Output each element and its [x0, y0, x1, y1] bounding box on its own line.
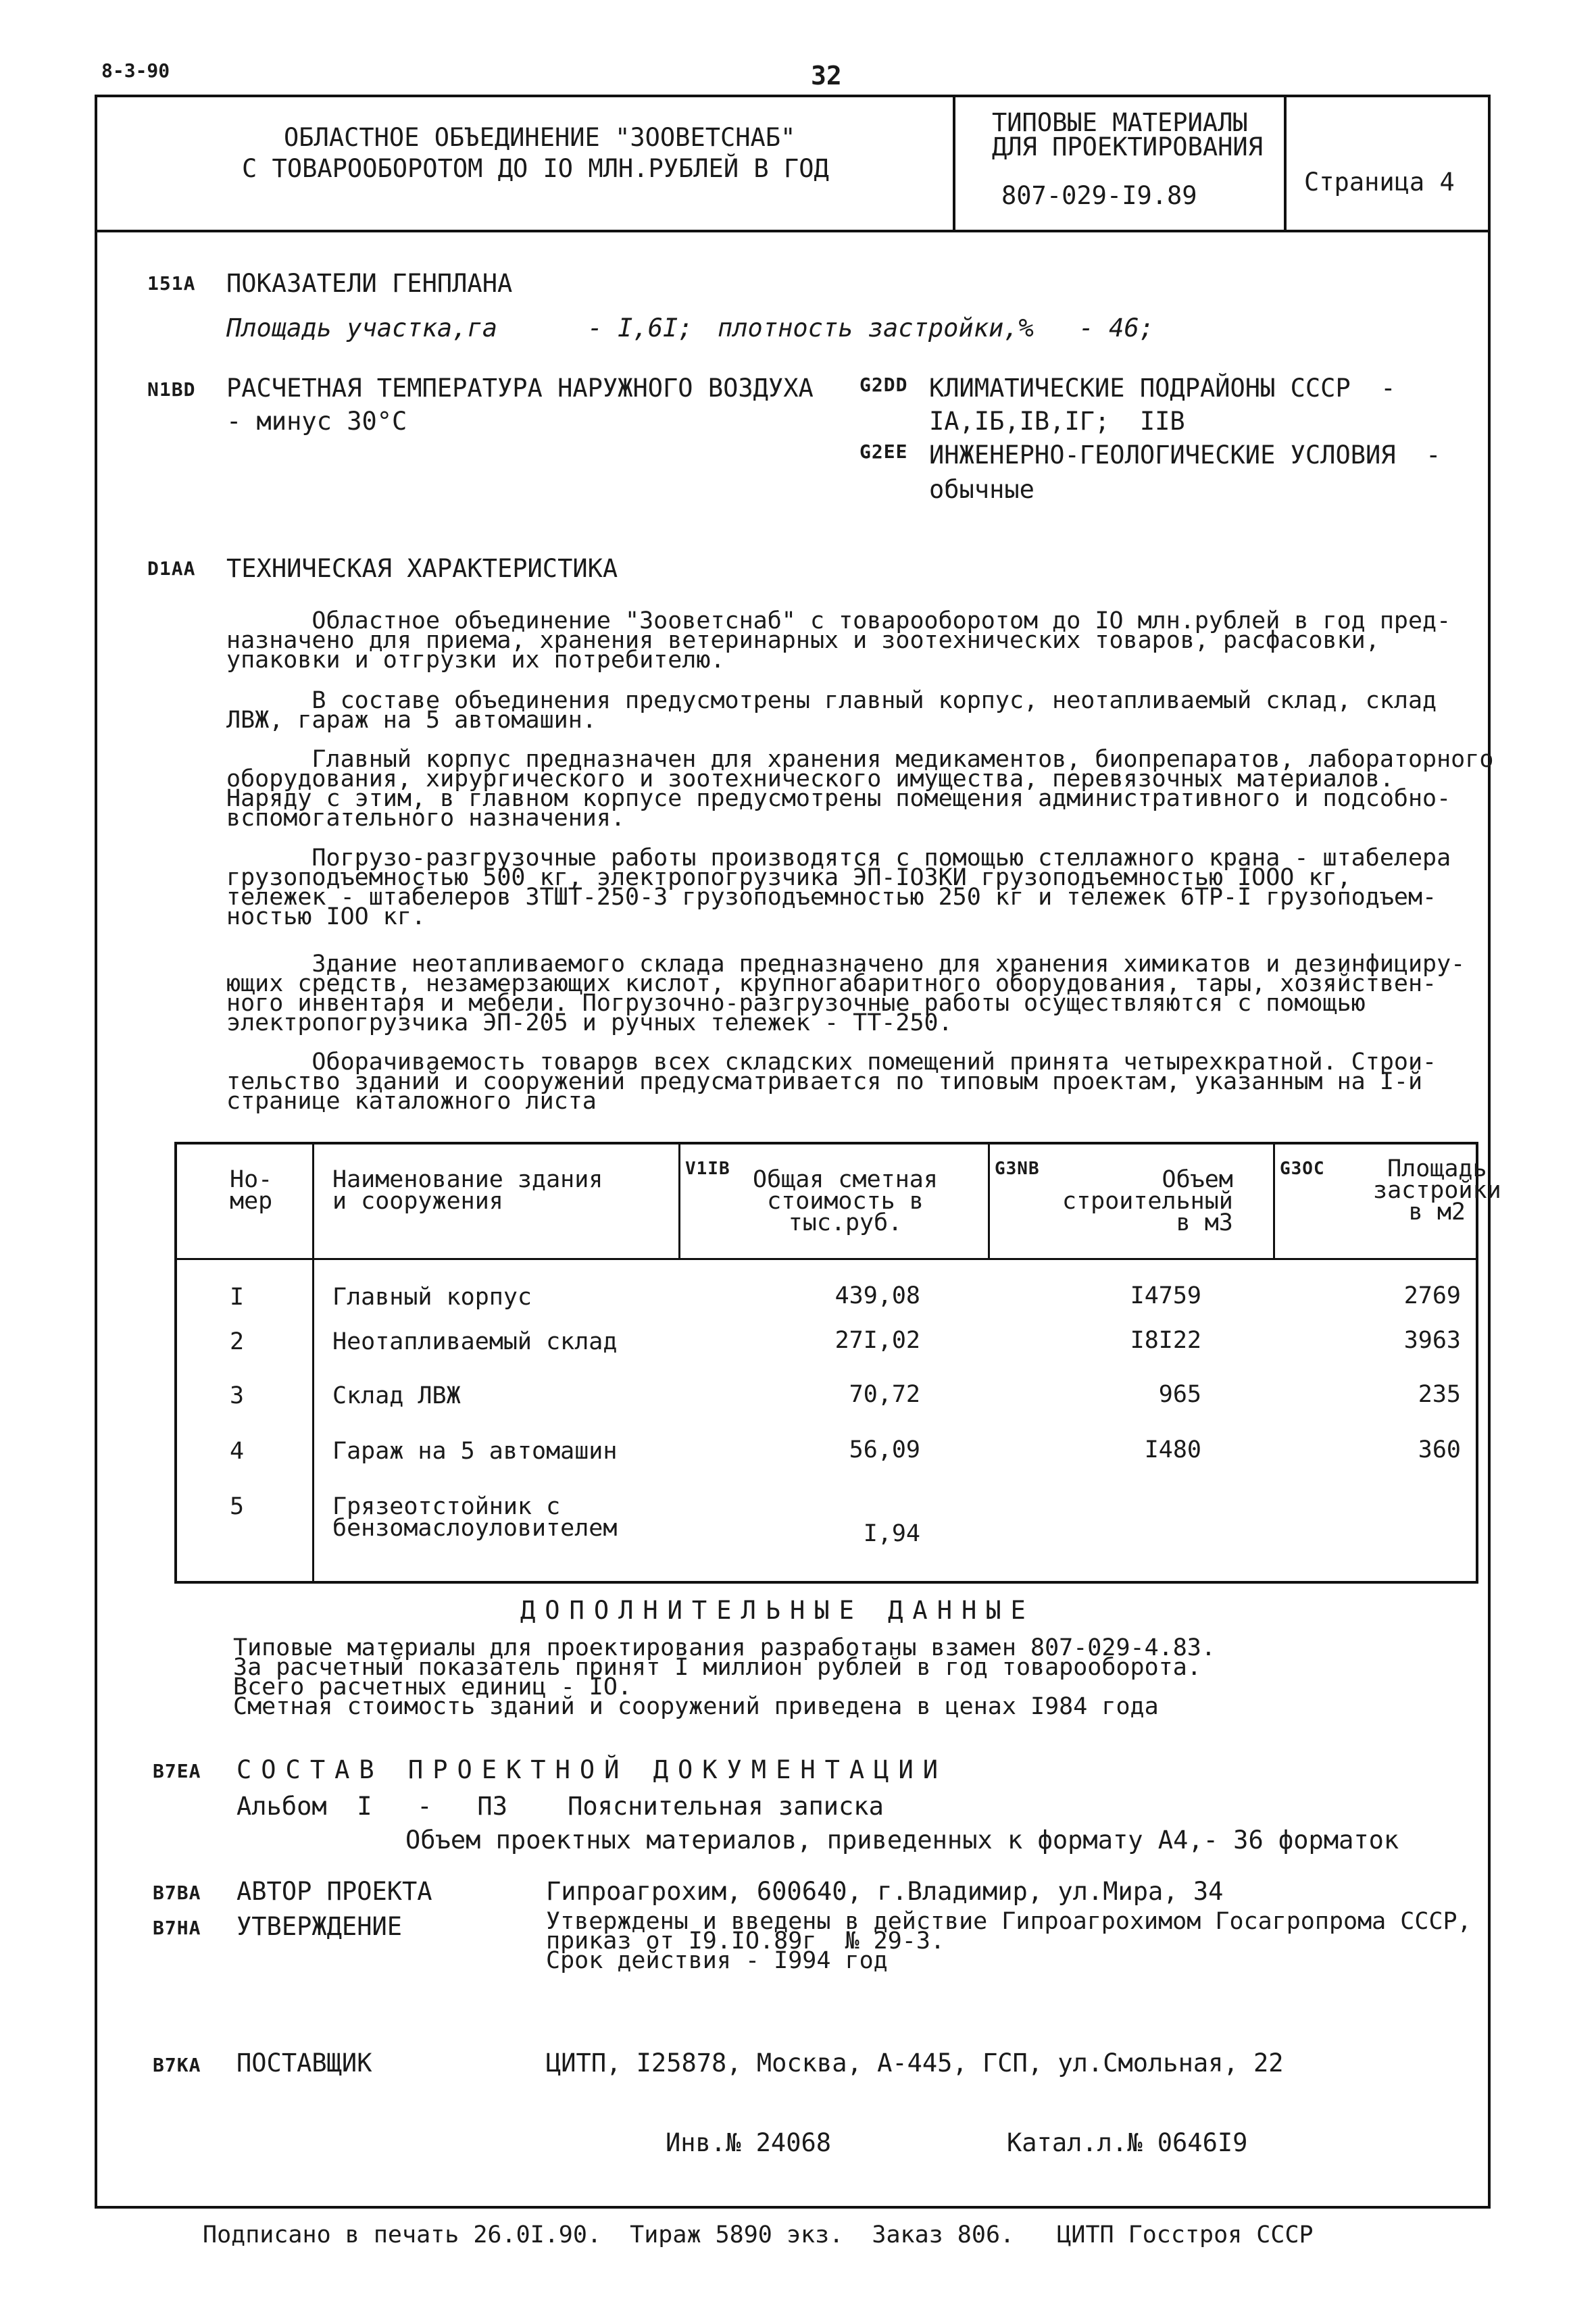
- row-3-number: 3: [230, 1382, 245, 1409]
- table-header-line: [177, 1258, 1476, 1260]
- row-1-volume: I4759: [1130, 1282, 1201, 1309]
- supplier-label: ПОСТАВЩИК: [236, 2048, 372, 2078]
- row-2-cost: 27I,02: [834, 1327, 920, 1354]
- row-5-name: Грязеотстойник с бензомаслоуловителем: [332, 1493, 618, 1542]
- row-3-area: 235: [1418, 1381, 1461, 1408]
- header-divider-1: [953, 95, 955, 230]
- tech-paragraph-6: Оборачиваемость товаров всех складских помещений принята четырехкратной. Строи- тельство зданий и сооружений предусматривается по типовым проектам, указанным на I-й странице каталожного листа: [226, 1049, 1437, 1115]
- temperature-line2: - минус 30°С: [226, 407, 407, 436]
- geology-line2: обычные: [929, 475, 1034, 504]
- additional-title: ДОПОЛНИТЕЛЬНЫЕ ДАННЫЕ: [520, 1596, 1035, 1625]
- header-name: Наименование здания и сооружения: [332, 1166, 603, 1215]
- doc-number: 807-029-I9.89: [1001, 181, 1197, 210]
- genplan-density: плотность застройки,% - 46;: [718, 313, 1155, 343]
- type-materials-line1: ТИПОВЫЕ МАТЕРИАЛЫ: [992, 108, 1248, 137]
- catalog-number: Катал.л.№ 0646I9: [1007, 2128, 1248, 2157]
- climate-line2: IА,IБ,IВ,IГ; IIВ: [929, 407, 1185, 436]
- composition-album: Альбом I - ПЗ Пояснительная записка: [236, 1792, 884, 1821]
- header-area-code: G3OC: [1280, 1159, 1325, 1179]
- tech-code: D1AA: [147, 557, 196, 580]
- table-col-line-3: [988, 1145, 990, 1258]
- supplier-code: B7KA: [153, 2054, 201, 2076]
- buildings-table: [174, 1142, 1501, 1584]
- additional-text: Типовые материалы для проектирования разработаны взамен 807-029-4.83. За расчетный показатель принят I миллион рублей в год товарооборота. Всего расчетных единиц - IO. Сметная стоимость зданий и сооружений приведена в ценах I984 года: [233, 1634, 1216, 1720]
- row-1-name: Главный корпус: [332, 1284, 532, 1311]
- genplan-title: ПОКАЗАТЕЛИ ГЕНПЛАНА: [226, 269, 513, 298]
- print-footer: Подписано в печать 26.0I.90. Тираж 5890 экз. Заказ 806. ЦИТП Госстроя СССР: [203, 2221, 1314, 2248]
- row-2-number: 2: [230, 1328, 245, 1355]
- row-1-area: 2769: [1403, 1282, 1461, 1309]
- row-1-cost: 439,08: [834, 1282, 920, 1309]
- header-cost: Общая сметная стоимость в тыс.руб.: [753, 1166, 938, 1236]
- approval-label: УТВЕРЖДЕНИЕ: [236, 1912, 403, 1941]
- header-divider-2: [1284, 95, 1287, 230]
- header-volume: Объем строительный в м3: [1062, 1166, 1233, 1236]
- approval-code: B7HA: [153, 1917, 201, 1939]
- row-2-volume: I8I22: [1130, 1327, 1201, 1354]
- composition-volume: Объем проектных материалов, приведенных к формату А4,- 36 форматок: [405, 1826, 1399, 1855]
- header-cost-code: V1IB: [685, 1159, 730, 1179]
- row-5-cost: I,94: [863, 1520, 920, 1547]
- supplier-value: ЦИТП, I25878, Москва, А-445, ГСП, ул.Смольная, 22: [546, 2048, 1284, 2078]
- geology-code: G2EE: [859, 441, 908, 463]
- frame-top-line: [95, 95, 1491, 97]
- genplan-area: Площадь участка,га - I,6I;: [226, 313, 693, 343]
- row-3-name: Склад ЛВЖ: [332, 1382, 461, 1409]
- author-code: B7BA: [153, 1882, 201, 1904]
- author-value: Гипроагрохим, 600640, г.Владимир, ул.Мира, 34: [546, 1877, 1224, 1906]
- org-title-line2: С ТОВАРООБОРОТОМ ДО IO МЛН.РУБЛЕЙ В ГОД: [242, 154, 829, 183]
- row-4-number: 4: [230, 1438, 245, 1465]
- row-1-number: I: [230, 1284, 245, 1311]
- row-4-area: 360: [1418, 1436, 1461, 1463]
- row-5-number: 5: [230, 1493, 245, 1520]
- header-area: Площадь застройки в м2: [1373, 1155, 1501, 1226]
- page-label: Страница 4: [1304, 168, 1455, 197]
- row-3-cost: 70,72: [849, 1381, 920, 1408]
- header-number: Но- мер: [230, 1166, 273, 1215]
- author-label: АВТОР ПРОЕКТА: [236, 1877, 432, 1906]
- genplan-code: 151A: [147, 272, 196, 295]
- header-bottom-line: [95, 230, 1491, 232]
- temperature-code: N1BD: [147, 378, 196, 401]
- row-3-volume: 965: [1158, 1381, 1201, 1408]
- row-2-area: 3963: [1403, 1327, 1461, 1354]
- tech-paragraph-4: Погрузо-разгрузочные работы производятся с помощью стеллажного крана - штабелера грузоподъемностью 500 кг, электропогрузчика ЭП-IO3КИ грузоподъемностью IOOO кг, тележек - штабелеров ЗТШТ-250-3 грузоподъемностью 250 кг и тележек 6ТР-I грузоподъем- ностью IOO кг.: [226, 845, 1451, 930]
- tech-paragraph-1: Областное объединение "Зооветснаб" с товарооборотом до IO млн.рублей в год пред- назначено для приема, хранения ветеринарных и зоотехнических товаров, расфасовки, упаковки и отгрузки их потребителю.: [226, 607, 1451, 674]
- tech-paragraph-5: Здание неотапливаемого склада предназначено для хранения химикатов и дезинфициру- ющих средств, незамерзающих кислот, крупногабаритного оборудования, тары, хозяйствен- ного инвентаря и мебели. Погрузочно-разгрузочные работы осуществляются с помощью электропогрузчика ЭП-205 и ручных тележек - ТТ-250.: [226, 951, 1466, 1036]
- climate-line1: КЛИМАТИЧЕСКИЕ ПОДРАЙОНЫ СССР -: [929, 374, 1396, 403]
- row-4-cost: 56,09: [849, 1436, 920, 1463]
- composition-code: B7EA: [153, 1760, 201, 1782]
- tech-paragraph-3: Главный корпус предназначен для хранения медикаментов, биопрепаратов, лабораторного оборудования, хирургического и зоотехнического имущества, перевязочных материалов. Наряду с этим, в главном корпусе предусмотрены помещения административного и подсобно- вспомогательного назначения.: [226, 746, 1494, 832]
- tech-paragraph-2: В составе объединения предусмотрены главный корпус, неотапливаемый склад, склад ЛВЖ, гараж на 5 автомашин.: [226, 687, 1437, 734]
- temperature-line1: РАСЧЕТНАЯ ТЕМПЕРАТУРА НАРУЖНОГО ВОЗДУХА: [226, 374, 814, 403]
- row-4-name: Гараж на 5 автомашин: [332, 1438, 618, 1465]
- geology-line1: ИНЖЕНЕРНО-ГЕОЛОГИЧЕСКИЕ УСЛОВИЯ -: [929, 441, 1441, 470]
- table-col-line-4: [1273, 1145, 1275, 1258]
- table-col-line-2: [678, 1145, 680, 1258]
- approval-value: Утверждены и введены в действие Гипроагрохимом Госагропрома СССР, приказ от I9.IO.89г № 29-3. Срок действия - I994 год: [546, 1908, 1472, 1974]
- table-col-line-1: [312, 1145, 314, 1581]
- inventory-number: Инв.№ 24068: [666, 2128, 832, 2157]
- tech-title: ТЕХНИЧЕСКАЯ ХАРАКТЕРИСТИКА: [226, 554, 618, 583]
- climate-code: G2DD: [859, 374, 908, 396]
- row-4-volume: I480: [1144, 1436, 1201, 1463]
- org-title-line1: ОБЛАСТНОЕ ОБЪЕДИНЕНИЕ "ЗООВЕТСНАБ": [284, 123, 796, 152]
- composition-title: СОСТАВ ПРОЕКТНОЙ ДОКУМЕНТАЦИИ: [236, 1755, 948, 1784]
- page-number: 32: [811, 61, 842, 91]
- type-materials-line2: ДЛЯ ПРОЕКТИРОВАНИЯ: [992, 132, 1263, 161]
- sheet-code: 8-3-90: [101, 59, 170, 82]
- header-volume-code: G3NB: [995, 1159, 1040, 1179]
- row-2-name: Неотапливаемый склад: [332, 1328, 618, 1355]
